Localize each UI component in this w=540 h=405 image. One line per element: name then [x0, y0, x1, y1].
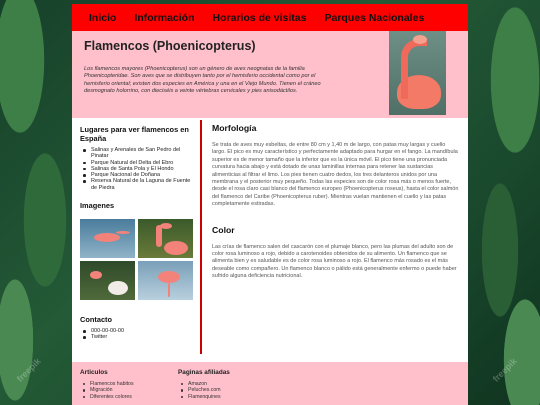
section-text-morfologia: Se trata de aves muy esbeltas, de entre 80 cm y 1,40 m de largo, con patas muy largas y cuello largo. El pico es muy característico y perfectamente adaptado para hurgar en el fango. La mandíbula superior es de menor tamaño que la inferior que es la única móvil. El pico tiene una pronunciada curvatura hacia abajo y está dotado de unas laminillas internas para retener las sustancias alimenticias al filtrar el limo. Los pies tienen cuatro dedos, los tres delanteros unidos por una membrana y el posterior muy pequeño. Todas las especies son de color rosa más o menos fuerte, desde el rosa claro casi blanco del flamenco europeo (Phoenicopterus roseus), hasta el color salmón del flamenco del Caribe (Phoenicopterus ruber). Mientras vuelan mantienen el cuello y las patas completamente estiradas.: [212, 142, 459, 208]
main-article: [202, 118, 468, 360]
page-container: [72, 4, 468, 405]
flamingo-shape: [90, 271, 102, 279]
nav-link-horarios[interactable]: Horarios de visitas: [212, 11, 307, 24]
footer-articles-heading: Articulos: [80, 369, 108, 376]
nav-link-parques[interactable]: Parques Nacionales: [324, 11, 425, 24]
hero-text: [72, 31, 388, 118]
footer: [72, 362, 468, 405]
list-item: Parque Nacional de Doñana: [80, 172, 193, 178]
list-item: Reserva Natural de la Laguna de Fuente de Piedra: [80, 178, 193, 191]
flamingo-thumbnail[interactable]: [80, 219, 135, 258]
footer-articles: [80, 369, 178, 405]
footer-link[interactable]: Peluches.com: [178, 387, 276, 393]
footer-affiliates-heading: Paginas afiliadas: [178, 369, 230, 376]
places-heading: Lugares para ver flamencos en España: [80, 125, 189, 143]
contact-heading: Contacto: [80, 315, 113, 325]
flamingo-shape: [108, 281, 128, 295]
content-area: [72, 118, 468, 360]
footer-affiliates: [178, 369, 276, 405]
flamingo-neck-shape: [401, 39, 427, 99]
list-item: Salinas y Arenales de San Pedro del Pinatar: [80, 147, 193, 160]
contact-twitter[interactable]: Twitter: [80, 334, 193, 340]
list-item: Parque Natural del Delta del Ebro: [80, 160, 193, 166]
hero-banner: [72, 31, 468, 118]
top-nav: [72, 4, 468, 31]
footer-link[interactable]: Amazon: [178, 381, 276, 387]
nav-link-informacion[interactable]: Información: [134, 11, 195, 24]
list-item: Salinas de Santa Pola y El Hondo: [80, 166, 193, 172]
page-title: Flamencos (Phoenicopterus): [84, 39, 256, 53]
flamingo-shape: [156, 225, 162, 247]
watermark: freepik: [490, 356, 519, 384]
footer-link[interactable]: Flamenquines: [178, 394, 276, 400]
nav-link-inicio[interactable]: Inicio: [89, 11, 117, 24]
contact-list: [80, 328, 193, 341]
flamingo-shape: [168, 283, 170, 297]
flamingo-hero-image: [389, 31, 446, 115]
flamingo-thumbnail[interactable]: [138, 219, 193, 258]
flamingo-shape: [116, 231, 130, 234]
watermark: freepik: [14, 356, 43, 384]
footer-affiliates-list: [178, 381, 276, 400]
images-heading: Imagenes: [80, 201, 115, 211]
section-heading-color: Color: [212, 224, 235, 235]
footer-articles-list: [80, 381, 178, 400]
image-gallery: [80, 219, 193, 300]
footer-link[interactable]: Migración: [80, 387, 178, 393]
places-list: [80, 147, 193, 191]
section-heading-morfologia: Morfología: [212, 123, 257, 133]
flamingo-thumbnail[interactable]: [138, 261, 193, 300]
flamingo-thumbnail[interactable]: [80, 261, 135, 300]
footer-link[interactable]: Diferentes colores: [80, 394, 178, 400]
flamingo-head-shape: [413, 35, 427, 44]
flamingo-shape: [94, 233, 120, 242]
contact-phone: 000-00-00-00: [80, 328, 193, 334]
hero-description: Los flamencos mayores (Phoenicopterus) son un género de aves neognatas de la familia Phoenicopteridae. Son aves que se distribuyen tanto por el hemisferio occidental como por el hemisferio oriental; existen dos especies en América y una en el Viejo Mundo. Tienen el cráneo desmognato holorrino, con dieciséis a veinte vértebras cervicales y pies anisodáctilos.: [84, 66, 321, 94]
footer-link[interactable]: Flamencos habitos: [80, 381, 178, 387]
flamingo-shape: [160, 223, 172, 229]
section-text-color: Las crías de flamenco salen del cascarón con el plumaje blanco, pero las plumas del adulto son de color rosa luminoso a rojo, debido a carotenoides obtenidos de su alimento. Un flamenco que se alimenta bien y es saludable es de color rosa luminoso a rojo. El flamenco más rosado es el más deseable como compañero. Un flamenco blanco o pálido está generalmente enfermo o puede haber sufrido alguna deficiencia nutricional.: [212, 243, 457, 280]
flamingo-shape: [158, 271, 180, 283]
sidebar: [72, 120, 202, 354]
flamingo-shape: [164, 241, 188, 255]
